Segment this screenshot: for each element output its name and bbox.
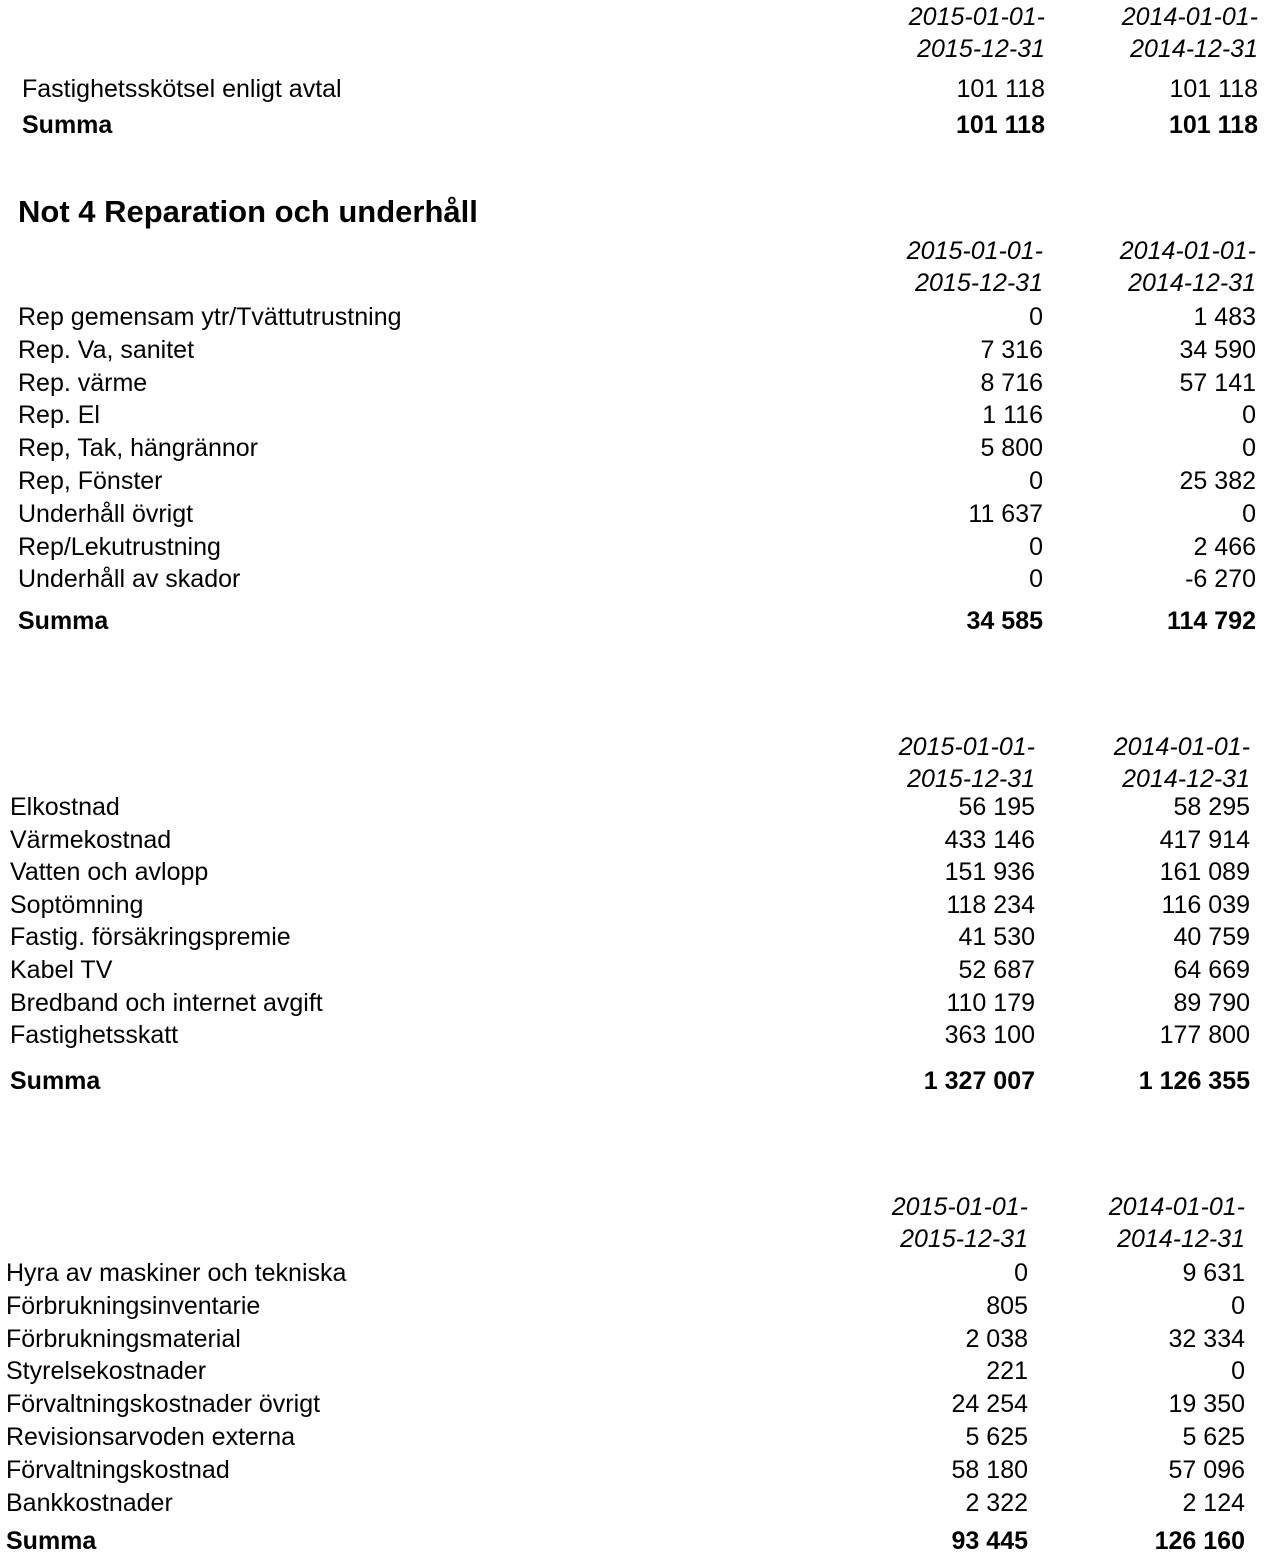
row-label: Förvaltningskostnader övrigt <box>6 1390 321 1419</box>
table-row <box>0 497 1272 531</box>
row-label: Rep. värme <box>18 368 148 397</box>
row-label: Fastighetsskötsel enligt avtal <box>22 75 342 103</box>
row-label: Styrelsekostnader <box>6 1357 207 1386</box>
summa-value-2014: 114 792 <box>1167 607 1256 635</box>
table-row <box>0 823 1272 857</box>
value-2015: 221 <box>986 1357 1028 1386</box>
value-2014: 0 <box>1231 1291 1245 1320</box>
value-2015: 2 322 <box>965 1488 1028 1517</box>
value-2014: 177 800 <box>1159 1021 1250 1050</box>
row-label: Rep, Tak, hängrännor <box>18 434 258 463</box>
row-label: Rep/Lekutrustning <box>18 532 221 561</box>
table-row <box>0 464 1272 498</box>
row-label: Förbrukningsinventarie <box>6 1291 261 1320</box>
value-2014: 101 118 <box>1169 75 1258 103</box>
table-row <box>0 855 1272 889</box>
period-header-2015: 2015-01-01- <box>898 733 1035 761</box>
value-2015: 11 637 <box>968 499 1043 528</box>
value-2015: 41 530 <box>958 923 1035 952</box>
value-2014: 58 295 <box>1173 793 1250 821</box>
period-header-2014: 2014-01-01- <box>1108 1193 1245 1221</box>
summa-value-2014: 1 126 355 <box>1138 1067 1250 1095</box>
row-label: Soptömning <box>10 890 144 919</box>
period-header-2015: 2015-12-31 <box>907 765 1035 793</box>
summa-row <box>0 108 1272 142</box>
value-2014: 25 382 <box>1179 467 1256 495</box>
value-2014: -6 270 <box>1185 565 1256 594</box>
summa-value-2015: 34 585 <box>966 607 1043 635</box>
value-2014: 417 914 <box>1159 825 1250 854</box>
value-2014: 0 <box>1242 434 1256 463</box>
table-row <box>0 333 1272 367</box>
table-row <box>0 920 1272 954</box>
row-label: Rep, Fönster <box>18 467 163 495</box>
value-2015: 58 180 <box>951 1455 1028 1484</box>
table-row <box>0 1256 1272 1290</box>
summa-label: Summa <box>18 607 109 635</box>
row-label: Bankkostnader <box>6 1488 173 1517</box>
period-header-2014: 2014-12-31 <box>1128 269 1256 297</box>
row-label: Förvaltningskostnad <box>6 1455 230 1484</box>
table-row <box>0 431 1272 465</box>
table-row <box>0 1453 1272 1487</box>
table-row <box>0 790 1272 824</box>
table-row <box>0 888 1272 922</box>
value-2014: 57 096 <box>1168 1455 1245 1484</box>
table-row <box>0 1420 1272 1454</box>
value-2014: 0 <box>1242 401 1256 430</box>
period-header-2014: 2014-01-01- <box>1119 237 1256 265</box>
summa-value-2014: 126 160 <box>1154 1527 1245 1555</box>
value-2015: 5 800 <box>980 434 1043 463</box>
value-2015: 0 <box>1029 565 1043 594</box>
value-2015: 5 625 <box>965 1423 1028 1451</box>
value-2014: 2 466 <box>1193 532 1256 561</box>
period-header-2014: 2014-01-01- <box>1121 3 1258 31</box>
summa-row <box>0 1524 1272 1558</box>
value-2015: 0 <box>1029 467 1043 495</box>
value-2015: 363 100 <box>944 1021 1035 1050</box>
row-label: Rep. Va, sanitet <box>18 335 195 364</box>
row-label: Elkostnad <box>10 793 120 821</box>
summa-row <box>0 1064 1272 1098</box>
period-header-2015: 2015-01-01- <box>906 237 1043 265</box>
table-row <box>0 300 1272 334</box>
value-2014: 1 483 <box>1193 303 1256 331</box>
period-header-2014: 2014-12-31 <box>1130 35 1258 63</box>
value-2015: 52 687 <box>958 956 1035 984</box>
value-2015: 805 <box>986 1291 1028 1320</box>
value-2014: 89 790 <box>1173 988 1250 1017</box>
value-2015: 7 316 <box>980 335 1043 364</box>
period-header-2015: 2015-01-01- <box>908 3 1045 31</box>
summa-row <box>0 604 1272 638</box>
row-label: Fastighetsskatt <box>10 1021 179 1050</box>
table-row <box>0 1486 1272 1520</box>
table-row <box>0 398 1272 432</box>
table-row <box>0 1289 1272 1323</box>
value-2014: 116 039 <box>1161 890 1250 919</box>
value-2014: 0 <box>1231 1357 1245 1386</box>
value-2015: 110 179 <box>946 988 1035 1017</box>
table-row <box>0 1322 1272 1356</box>
section-title: Not 4 Reparation och underhåll <box>18 194 478 229</box>
row-label: Hyra av maskiner och tekniska <box>6 1259 347 1287</box>
value-2015: 118 234 <box>946 890 1035 919</box>
summa-value-2015: 1 327 007 <box>923 1067 1035 1095</box>
value-2015: 101 118 <box>956 75 1045 103</box>
value-2015: 0 <box>1029 303 1043 331</box>
row-label: Revisionsarvoden externa <box>6 1423 296 1451</box>
table-row <box>0 562 1272 596</box>
table-row <box>0 953 1272 987</box>
table-row <box>0 1018 1272 1052</box>
row-label: Bredband och internet avgift <box>10 988 323 1017</box>
value-2015: 24 254 <box>951 1390 1028 1419</box>
row-label: Förbrukningsmaterial <box>6 1324 241 1353</box>
value-2014: 34 590 <box>1179 335 1256 364</box>
value-2014: 161 089 <box>1159 858 1250 887</box>
period-header-2015: 2015-01-01- <box>891 1193 1028 1221</box>
row-label: Underhåll övrigt <box>18 499 194 528</box>
value-2014: 5 625 <box>1182 1423 1245 1451</box>
value-2014: 2 124 <box>1182 1488 1245 1517</box>
period-header-2015: 2015-12-31 <box>900 1225 1028 1253</box>
summa-label: Summa <box>22 111 113 139</box>
row-label: Rep. El <box>18 401 100 430</box>
row-label: Underhåll av skador <box>18 565 241 594</box>
table-row <box>0 72 1272 106</box>
table-row <box>0 1354 1272 1388</box>
value-2014: 64 669 <box>1173 956 1250 984</box>
period-header-2014: 2014-12-31 <box>1122 765 1250 793</box>
table-row <box>0 986 1272 1020</box>
period-header-2014: 2014-01-01- <box>1113 733 1250 761</box>
value-2014: 19 350 <box>1168 1390 1245 1419</box>
summa-value-2015: 93 445 <box>951 1527 1028 1555</box>
table-row <box>0 1387 1272 1421</box>
period-header-2015: 2015-12-31 <box>917 35 1045 63</box>
value-2015: 0 <box>1029 532 1043 561</box>
row-label: Värmekostnad <box>10 825 172 854</box>
period-header-2015: 2015-12-31 <box>915 269 1043 297</box>
summa-label: Summa <box>6 1527 97 1555</box>
row-label: Vatten och avlopp <box>10 858 209 887</box>
value-2014: 32 334 <box>1168 1324 1245 1353</box>
summa-value-2015: 101 118 <box>956 111 1045 139</box>
value-2015: 151 936 <box>944 858 1035 887</box>
summa-label: Summa <box>10 1067 101 1095</box>
value-2015: 2 038 <box>965 1324 1028 1353</box>
value-2015: 0 <box>1014 1259 1028 1287</box>
value-2015: 56 195 <box>958 793 1035 821</box>
value-2014: 40 759 <box>1173 923 1250 952</box>
summa-value-2014: 101 118 <box>1169 111 1258 139</box>
value-2014: 0 <box>1242 499 1256 528</box>
period-header-2014: 2014-12-31 <box>1117 1225 1245 1253</box>
row-label: Kabel TV <box>10 956 113 984</box>
row-label: Fastig. försäkringspremie <box>10 923 291 952</box>
value-2015: 433 146 <box>944 825 1035 854</box>
table-row <box>0 530 1272 564</box>
value-2015: 1 116 <box>982 401 1043 430</box>
value-2015: 8 716 <box>980 368 1043 397</box>
row-label: Rep gemensam ytr/Tvättutrustning <box>18 303 402 331</box>
value-2014: 9 631 <box>1182 1259 1245 1287</box>
value-2014: 57 141 <box>1179 368 1256 397</box>
table-row <box>0 366 1272 400</box>
